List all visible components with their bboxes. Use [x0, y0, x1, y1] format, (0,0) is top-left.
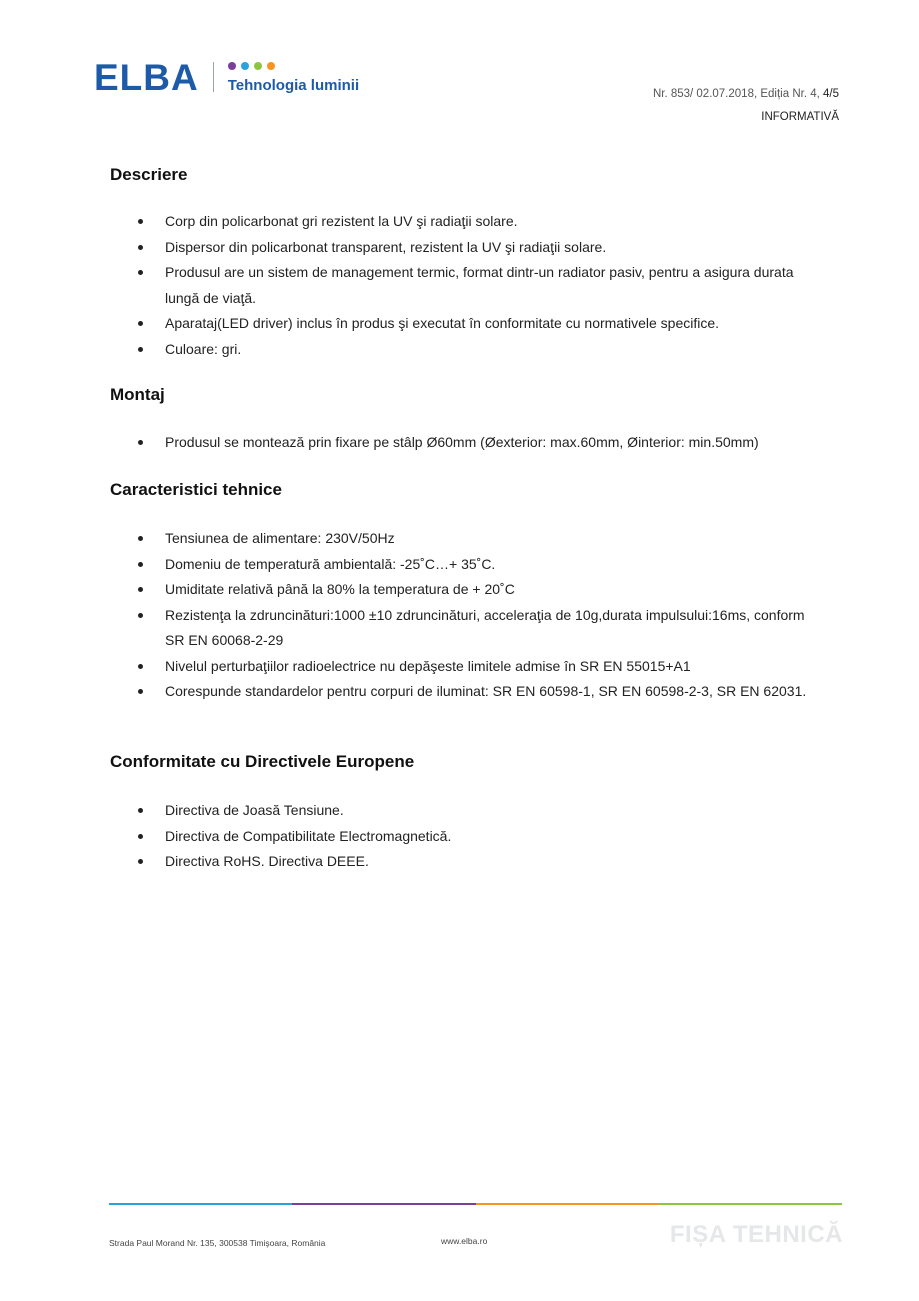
- logo-dots: [228, 62, 359, 71]
- section-montaj: [110, 382, 810, 456]
- doc-ref-text: Nr. 853/ 02.07.2018, Ediția Nr. 4,: [652, 88, 820, 100]
- bullet-list: [110, 526, 810, 705]
- logo-tagline-group: [228, 58, 359, 94]
- list-item: Tensiunea de alimentare: 230V/50Hz: [110, 526, 810, 552]
- list-item: Produsul are un sistem de management termic, format dintr-un radiator pasiv, pentru a asigura durata lungă de viaţă.: [110, 260, 810, 311]
- bullet-list: [110, 430, 810, 456]
- page-header: [0, 0, 919, 140]
- footer-bar-segment: [292, 1203, 475, 1205]
- document-reference: [653, 88, 839, 100]
- footer-doc-type: FIȘA TEHNICĂ: [669, 1221, 843, 1248]
- list-item: Culoare: gri.: [110, 337, 810, 363]
- logo-dot-icon: [267, 62, 275, 70]
- section-title: Montaj: [110, 385, 165, 404]
- section-title: Caracteristici tehnice: [110, 480, 282, 499]
- list-item: Directiva de Joasă Tensiune.: [110, 798, 810, 824]
- section-caracteristici: [110, 477, 810, 705]
- section-title: Descriere: [110, 165, 188, 184]
- footer-website: www.elba.ro: [441, 1236, 488, 1246]
- list-item: Directiva RoHS. Directiva DEEE.: [110, 849, 810, 875]
- bullet-list: [110, 798, 810, 875]
- list-item: Corp din policarbonat gri rezistent la UV şi radiaţii solare.: [110, 209, 810, 235]
- list-item: Produsul se montează prin fixare pe stâlp Ø60mm (Øexterior: max.60mm, Øinterior: min.50mm): [110, 430, 810, 456]
- footer-color-bar: [109, 1203, 842, 1205]
- page-number: 4/5: [823, 88, 839, 100]
- list-item: Domeniu de temperatură ambientală: -25˚C…+ 35˚C.: [110, 552, 810, 578]
- section-conformitate: [110, 749, 810, 875]
- list-item: Directiva de Compatibilitate Electromagnetică.: [110, 824, 810, 850]
- section-title: Conformitate cu Directivele Europene: [110, 752, 415, 771]
- elba-logo: [94, 58, 359, 98]
- list-item: Rezistenţa la zdruncinături:1000 ±10 zdruncinături, acceleraţia de 10g,durata impulsului:16ms, conform SR EN 60068-2-29: [110, 603, 810, 654]
- document-classification: INFORMATIVĂ: [761, 111, 839, 123]
- logo-dot-icon: [241, 62, 249, 70]
- list-item: Nivelul perturbaţiilor radioelectrice nu depăşeste limitele admise în SR EN 55015+A1: [110, 654, 810, 680]
- footer-bar-segment: [659, 1203, 842, 1205]
- list-item: Dispersor din policarbonat transparent, rezistent la UV şi radiaţii solare.: [110, 235, 810, 261]
- list-item: Umiditate relativă până la 80% la temperatura de + 20˚C: [110, 577, 810, 603]
- list-item: Corespunde standardelor pentru corpuri de iluminat: SR EN 60598-1, SR EN 60598-2-3, SR EN 62031.: [110, 679, 810, 705]
- logo-dot-icon: [228, 62, 236, 70]
- logo-wordmark: ELBA: [94, 57, 199, 98]
- bullet-list: [110, 209, 810, 362]
- logo-divider: [213, 62, 214, 92]
- logo-tagline: Tehnologia luminii: [227, 77, 360, 94]
- logo-dot-icon: [254, 62, 262, 70]
- footer-bar-segment: [109, 1203, 292, 1205]
- footer-address: Strada Paul Morand Nr. 135, 300538 Timişoara, România: [109, 1238, 326, 1248]
- list-item: Aparataj(LED driver) inclus în produs şi executat în conformitate cu normativele specifice.: [110, 311, 810, 337]
- section-descriere: [110, 162, 810, 362]
- footer-bar-segment: [476, 1203, 659, 1205]
